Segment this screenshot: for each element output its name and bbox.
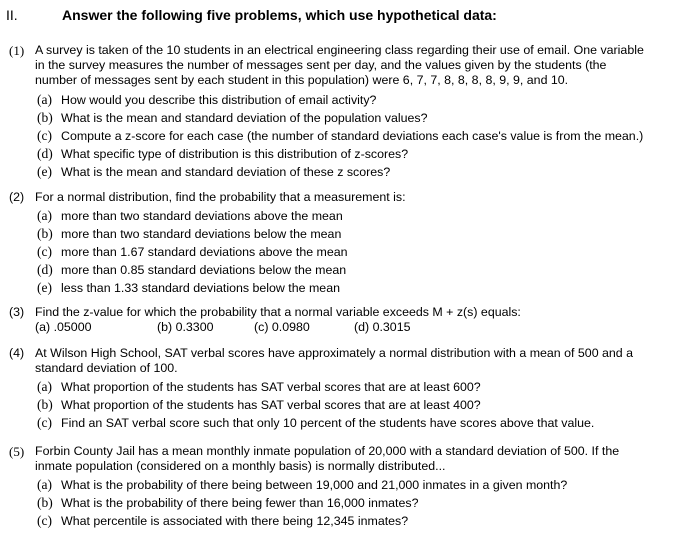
sub-question bbox=[37, 225, 698, 243]
sub-question-text: What is the probability of there being between 19,000 and 21,000 inmates in a given month? bbox=[61, 478, 568, 492]
sub-question-label: (b) bbox=[37, 495, 53, 510]
statement-line: Forbin County Jail has a mean monthly inmate population of 20,000 with a standard deviation of 500. If the bbox=[35, 444, 620, 458]
sub-question-label: (d) bbox=[37, 262, 53, 277]
problem-statement bbox=[35, 190, 698, 205]
statement-line: At Wilson High School, SAT verbal scores have approximately a normal distribution with a mean of 500 and a bbox=[35, 346, 634, 360]
sub-question bbox=[37, 378, 698, 396]
section-header bbox=[6, 6, 700, 24]
sub-question-text: Compute a z-score for each case (the number of standard deviations each case's value is from the mean.) bbox=[61, 129, 644, 143]
problem-number: (3) bbox=[9, 305, 25, 319]
sub-question bbox=[37, 512, 698, 530]
sub-question-text: less than 1.33 standard deviations below the mean bbox=[61, 281, 340, 295]
sub-question-text: more than two standard deviations above the mean bbox=[61, 209, 343, 223]
sub-questions bbox=[37, 207, 698, 297]
sub-question-label: (c) bbox=[37, 128, 52, 143]
sub-question bbox=[37, 414, 698, 432]
choice-d: (d) 0.3015 bbox=[354, 320, 411, 334]
statement-line: Find the z-value for which the probability that a normal variable exceeds M + z(s) equals: bbox=[35, 305, 521, 319]
sub-question-text: more than 0.85 standard deviations below the mean bbox=[61, 263, 347, 277]
sub-question bbox=[37, 91, 698, 109]
sub-question-label: (b) bbox=[37, 226, 53, 241]
section-title: Answer the following five problems, which use hypothetical data: bbox=[62, 7, 497, 23]
sub-question bbox=[37, 127, 698, 145]
sub-question-text: What specific type of distribution is this distribution of z-scores? bbox=[61, 147, 409, 161]
sub-question bbox=[37, 145, 698, 163]
problem-number: (2) bbox=[9, 190, 25, 204]
sub-question-label: (a) bbox=[37, 477, 52, 492]
section-number: II. bbox=[6, 7, 18, 23]
statement-line: A survey is taken of the 10 students in an electrical engineering class regarding their use of email. One variable bbox=[35, 43, 644, 57]
sub-question-label: (e) bbox=[37, 280, 52, 295]
problem-1 bbox=[9, 43, 698, 181]
statement-line: For a normal distribution, find the probability that a measurement is: bbox=[35, 190, 406, 204]
sub-question-text: How would you describe this distribution of email activity? bbox=[61, 93, 377, 107]
sub-question-label: (d) bbox=[37, 146, 53, 161]
problem-4 bbox=[9, 346, 698, 432]
sub-question-label: (e) bbox=[37, 164, 52, 179]
choice-c: (c) 0.0980 bbox=[254, 320, 310, 334]
sub-questions bbox=[37, 476, 698, 530]
problem-number: (1) bbox=[9, 43, 25, 58]
sub-question bbox=[37, 261, 698, 279]
choice-a: (a) .05000 bbox=[35, 320, 92, 334]
problem-5 bbox=[9, 444, 698, 530]
sub-question-text: What is the probability of there being fewer than 16,000 inmates? bbox=[61, 496, 419, 510]
sub-question bbox=[37, 109, 698, 127]
sub-question-text: Find an SAT verbal score such that only 10 percent of the students have scores above that value. bbox=[61, 416, 595, 430]
sub-question-label: (c) bbox=[37, 244, 52, 259]
sub-question-text: What proportion of the students has SAT verbal scores that are at least 400? bbox=[61, 398, 481, 412]
sub-question-text: more than 1.67 standard deviations above the mean bbox=[61, 245, 348, 259]
sub-questions bbox=[37, 378, 698, 432]
statement-line: standard deviation of 100. bbox=[35, 361, 178, 375]
problem-statement bbox=[35, 305, 698, 320]
problem-number: (4) bbox=[9, 346, 25, 360]
sub-question-label: (a) bbox=[37, 208, 52, 223]
sub-question bbox=[37, 494, 698, 512]
sub-question bbox=[37, 243, 698, 261]
sub-question bbox=[37, 396, 698, 414]
sub-questions bbox=[37, 91, 698, 181]
statement-line: number of messages sent by each student in this population) were 6, 7, 7, 8, 8, 8, 8, 9, 9, and 10. bbox=[35, 73, 569, 87]
sub-question-label: (c) bbox=[37, 415, 52, 430]
sub-question bbox=[37, 476, 698, 494]
answer-choices bbox=[35, 320, 698, 335]
sub-question-text: more than two standard deviations below the mean bbox=[61, 227, 342, 241]
problem-3 bbox=[9, 305, 698, 335]
sub-question bbox=[37, 207, 698, 225]
sub-question-text: What percentile is associated with there being 12,345 inmates? bbox=[61, 514, 409, 528]
sub-question bbox=[37, 279, 698, 297]
sub-question-label: (a) bbox=[37, 379, 52, 394]
statement-line: inmate population (considered on a monthly basis) is normally distributed... bbox=[35, 459, 446, 473]
problem-statement bbox=[35, 43, 698, 88]
sub-question bbox=[37, 163, 698, 181]
statement-line: in the survey measures the number of messages sent per day, and the values given by the students (the bbox=[35, 58, 607, 72]
sub-question-label: (a) bbox=[37, 92, 52, 107]
problem-2 bbox=[9, 190, 698, 297]
sub-question-text: What proportion of the students has SAT verbal scores that are at least 600? bbox=[61, 380, 481, 394]
sub-question-label: (c) bbox=[37, 513, 52, 528]
sub-question-text: What is the mean and standard deviation of the population values? bbox=[61, 111, 428, 125]
sub-question-label: (b) bbox=[37, 110, 53, 125]
problem-statement bbox=[35, 444, 698, 474]
problem-statement bbox=[35, 346, 698, 376]
sub-question-text: What is the mean and standard deviation of these z scores? bbox=[61, 165, 391, 179]
choice-b: (b) 0.3300 bbox=[157, 320, 214, 334]
problem-number: (5) bbox=[9, 444, 25, 459]
sub-question-label: (b) bbox=[37, 397, 53, 412]
